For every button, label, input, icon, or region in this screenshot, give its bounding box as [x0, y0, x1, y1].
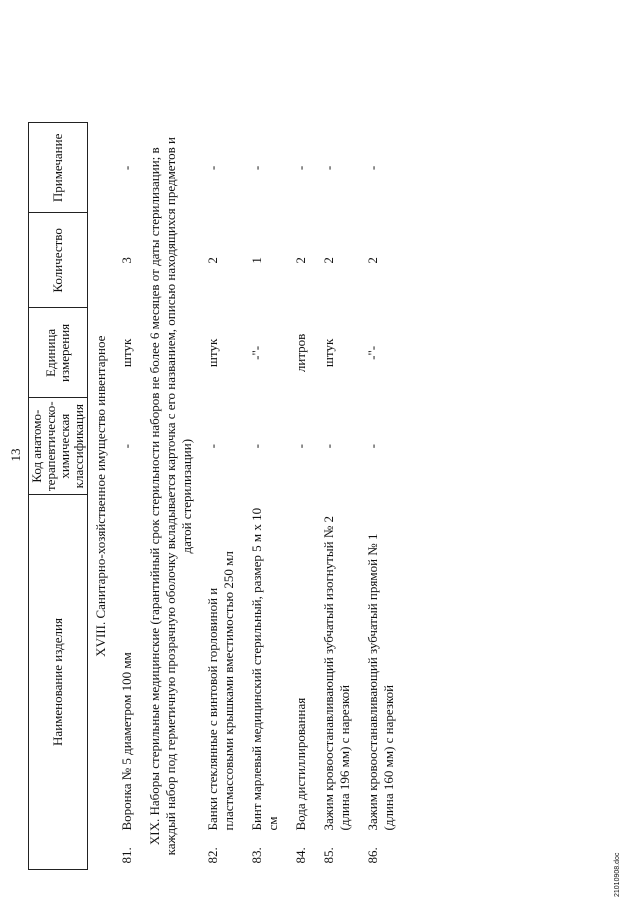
item-name: Вода дистиллированная	[293, 697, 308, 831]
table-row	[200, 123, 244, 870]
item-code: -	[365, 444, 380, 449]
section-row	[88, 123, 115, 870]
item-name: Бинт марлевый медицинский стерильный, размер 5 м х 10 см	[249, 507, 280, 831]
section-title-xviii: XVIII. Санитарно-хозяйственное имущество инвентарное	[93, 335, 108, 657]
item-unit: штук	[321, 338, 336, 368]
row-number: 81.	[119, 847, 134, 864]
section-title-xix: XIX. Наборы стерильные медицинские (гарантийный срок стерильности наборов не более 6 месяцев от даты стерилизации; в каждый набор под герметичную прозрачную оболочку вкладывается карточка с его названием, описью находящихся предметов и датой стерилизации)	[147, 137, 194, 856]
row-number: 86.	[365, 847, 380, 864]
header-code: Код анатомо-терапевтическо-химическая классификация	[29, 398, 88, 495]
item-qty: 3	[119, 257, 134, 264]
item-note: -	[293, 165, 308, 171]
item-note: -	[249, 165, 264, 171]
item-code: -	[321, 444, 336, 449]
item-qty: 2	[365, 257, 380, 264]
section-row	[142, 123, 200, 870]
item-qty: 2	[205, 257, 220, 264]
table-header-row	[29, 123, 88, 870]
page-number: 13	[8, 448, 23, 462]
row-number: 85.	[321, 847, 336, 864]
item-note: -	[119, 165, 134, 171]
header-unit: Единица измерения	[29, 308, 88, 398]
inventory-table	[28, 122, 404, 870]
item-note: -	[365, 165, 380, 171]
row-number: 83.	[249, 847, 264, 864]
item-code: -	[293, 444, 308, 449]
header-name: Наименование изделия	[29, 495, 88, 870]
row-number: 82.	[205, 847, 220, 864]
table-row	[316, 123, 360, 870]
header-note: Примечание	[29, 123, 88, 213]
item-qty: 1	[249, 257, 264, 264]
item-name: Банки стеклянные с винтовой горловиной и пластмассовыми крышками вместимостью 250 мл	[205, 551, 236, 831]
item-unit: -"-	[365, 345, 380, 360]
item-note: -	[205, 165, 220, 171]
item-name: Воронка № 5 диаметром 100 мм	[119, 652, 134, 831]
item-code: -	[249, 444, 264, 449]
header-qty: Количество	[29, 213, 88, 308]
item-unit: штук	[119, 338, 134, 368]
item-qty: 2	[321, 257, 336, 264]
footer-filename: 21010908.doc	[614, 852, 621, 897]
item-code: -	[119, 444, 134, 449]
item-unit: штук	[205, 338, 220, 368]
item-note: -	[321, 165, 336, 171]
item-qty: 2	[293, 257, 308, 264]
table-row	[288, 123, 316, 870]
item-name: Зажим кровоостанавливающий зубчатый изогнутый № 2 (длина 196 мм) с нарезкой	[321, 515, 352, 831]
table-row	[114, 123, 142, 870]
item-unit: литров	[293, 333, 308, 373]
item-name: Зажим кровоостанавливающий зубчатый прямой № 1 (длина 160 мм) с нарезкой	[365, 533, 396, 831]
item-unit: -"-	[249, 345, 264, 360]
row-number: 84.	[293, 847, 308, 864]
item-code: -	[205, 444, 220, 449]
table-row	[244, 123, 288, 870]
table-row	[360, 123, 404, 870]
